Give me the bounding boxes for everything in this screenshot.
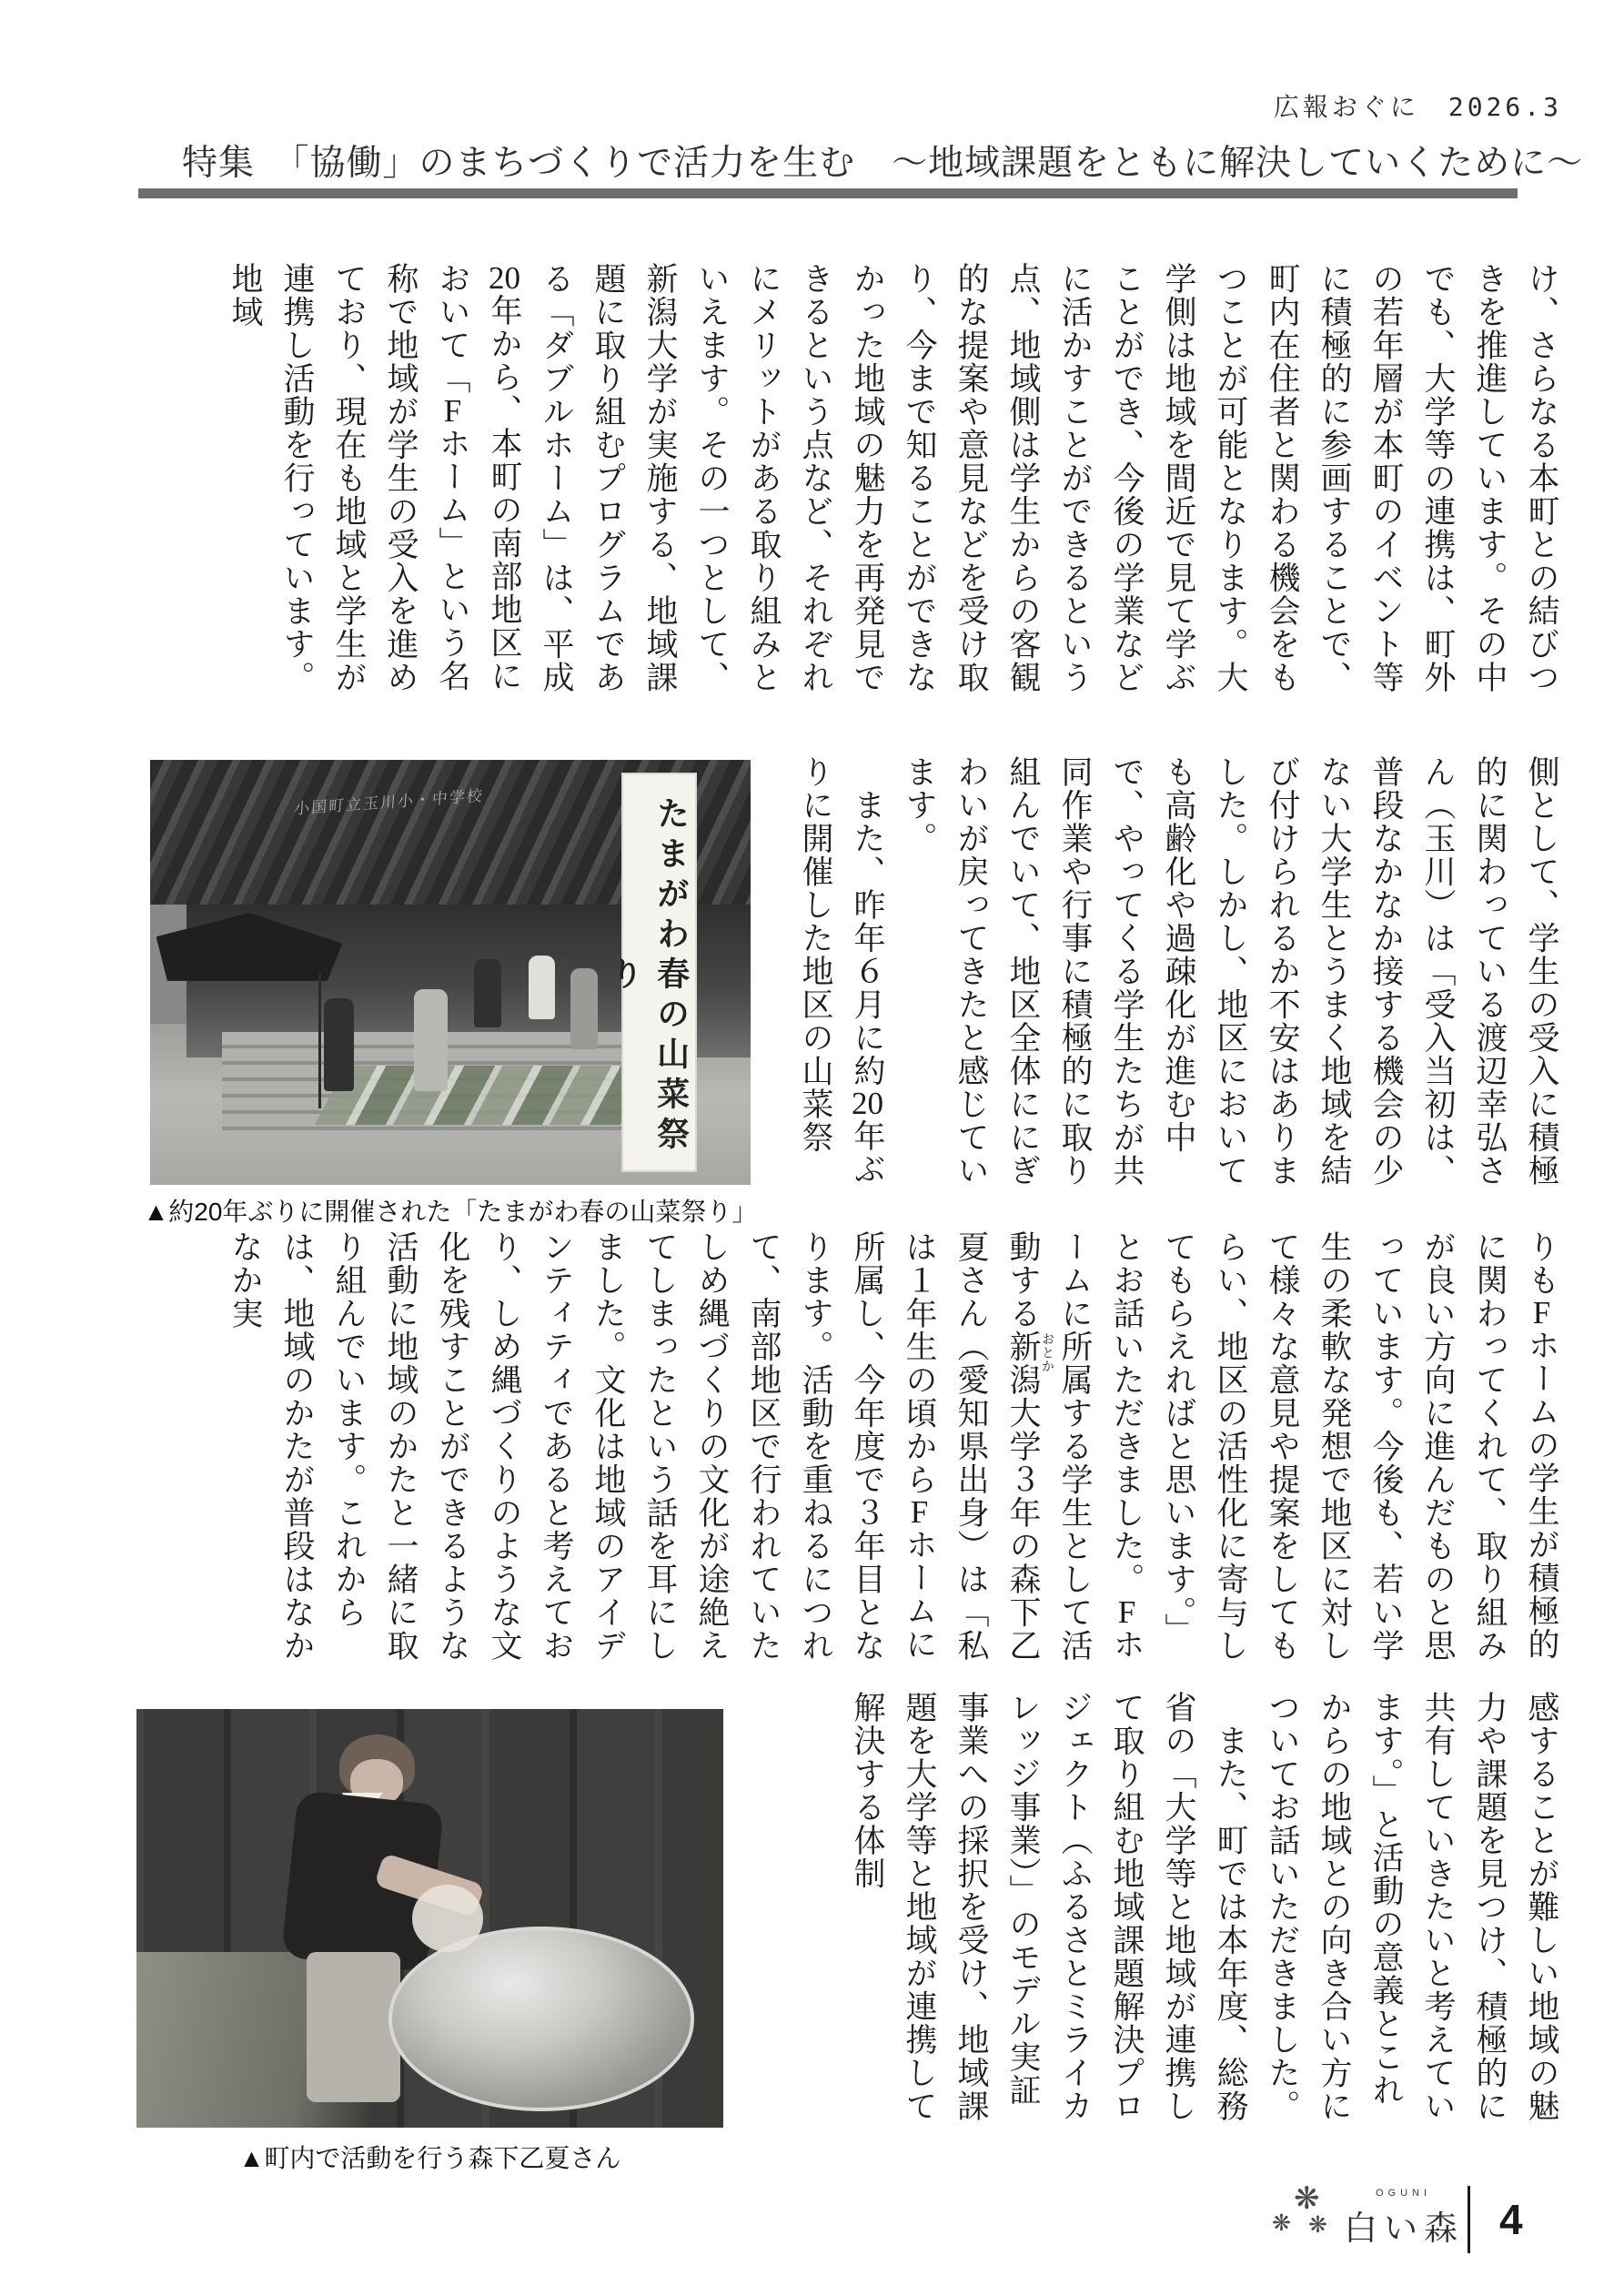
photo-vegetable-boxes	[315, 1066, 659, 1125]
furigana-otoka: おとか	[1040, 1332, 1054, 1373]
photo-caption: ▲約20年ぶりに開催された「たまがわ春の山菜祭り」	[143, 1198, 758, 1226]
shiroi-mori-logo-text: 白い森	[1344, 2210, 1464, 2247]
article-paragraph: また、町では本年度、総務省の「大学等と地域が連携して取り組む地域課題解決プロジェクト（ふるさとミライカレッジ事業）」のモデル実証事業への採択を受け、地域課題を大学等と地域が連携して解決する体制	[850, 1691, 1248, 2123]
logo-oguni-subtext: OGUNI	[1376, 2188, 1432, 2199]
article-paragraph: 側として、学生の受入に積極的に関わっている渡辺幸弘さん（玉川）は「受入当初は、普段なかなか接する機会の少ない大学生とうまく地域を結び付けられるか不安はありました。しかし、地区においても高齢化や過疎化が進む中で、やってくる学生たちが共同作業や行事に積極的に取り組んでいて、地区全体ににぎわいが戻ってきたと感じています。	[902, 755, 1559, 1188]
article-paragraph: また、昨年６月に約20年ぶりに開催した地区の山菜祭	[798, 755, 885, 1186]
cotton-candy	[412, 1885, 482, 1952]
article-block-2	[790, 755, 1568, 1190]
photo-sansai-festival	[150, 760, 751, 1185]
title-rule	[138, 188, 1518, 198]
article-paragraph: 感することが難しい地域の魅力や課題を見つけ、積極的に共有していきたいと考えています。」と活動の意義とこれからの地域との向き合い方についてお話いただきました。	[1265, 1691, 1559, 2123]
snowflake-icon: ❋	[1272, 2210, 1291, 2236]
photo-morishita-otoka	[136, 1709, 723, 2128]
person-figure	[474, 959, 501, 1027]
snowflake-icon: ❋	[1294, 2181, 1320, 2216]
photo-caption: ▲町内で活動を行う森下乙夏さん	[238, 2144, 621, 2172]
article-paragraph: りもFホームの学生が積極的に関わってくれて、取り組みが良い方向に進んだものと思っています。今後も、若い学生の柔軟な発想で地区に対して様々な意見や提案をしてもらい、地区の活性化に寄与してもらえればと思います。」とお話いただきました。Fホームに所属する学生として活動する新潟大学３年の森下乙夏さん（愛知県出身）は「私は１年生の頃からFホームに所属し、今年度で３年目となります。活動を重ねるにつれて、南部地区で行われていたしめ縄づくりの文化が途絶えてしまったという話を耳にしました。文化は地域のアイデンティティであると考えており、しめ縄づくりのような文化を残すことができるような活動に地域のかたと一緒に取り組んでいます。これからは、地域のかたが普段はなかなか実	[227, 1230, 1559, 1663]
article-block-1	[219, 262, 1568, 697]
photo-school-sign: 小国町立玉川小・中学校	[293, 786, 485, 818]
tent-pole	[318, 973, 321, 1108]
person-pants	[307, 1952, 400, 2103]
person-figure	[414, 989, 447, 1091]
page-number: 4	[1499, 2196, 1523, 2243]
shiroi-mori-logo-mark	[1272, 2181, 1348, 2248]
snowflake-icon: ❋	[1308, 2212, 1327, 2238]
article-block-4	[842, 1691, 1568, 2126]
person-figure	[324, 998, 354, 1092]
person-figure	[570, 968, 598, 1049]
issue-label: 広報おぐに 2026.3	[1273, 92, 1562, 122]
page-title: 特集 「協働」のまちづくりで活力を生む ～地域課題をともに解決していくために～	[182, 144, 1584, 183]
article-paragraph: け、さらなる本町との結びつきを推進しています。その中でも、大学等の連携は、町外の若年層が本町のイベント等に積極的に参画することで、町内在住者と関わる機会をもつことが可能となります。大学側は地域を間近で見て学ぶことができ、今後の学業などに活かすことができるという点、地域側は学生からの客観的な提案や意見などを受け取り、今まで知ることができなかった地域の魅力を再発見できるという点など、それぞれにメリットがある取り組みといえます。その一つとして、新潟大学が実施する、地域課題に取り組むプログラムである「ダブルホーム」は、平成20年から、本町の南部地区において「Fホーム」という名称で地域が学生の受入を進めており、現在も地域と学生が連携し活動を行っています。地域	[227, 262, 1559, 694]
festival-banner: たまがわ春の山菜祭り	[621, 773, 697, 1172]
footer-divider	[1468, 2186, 1470, 2253]
article-block-3	[219, 1230, 1568, 1665]
cotton-candy-machine	[388, 1927, 693, 2110]
person-figure	[529, 956, 556, 1019]
